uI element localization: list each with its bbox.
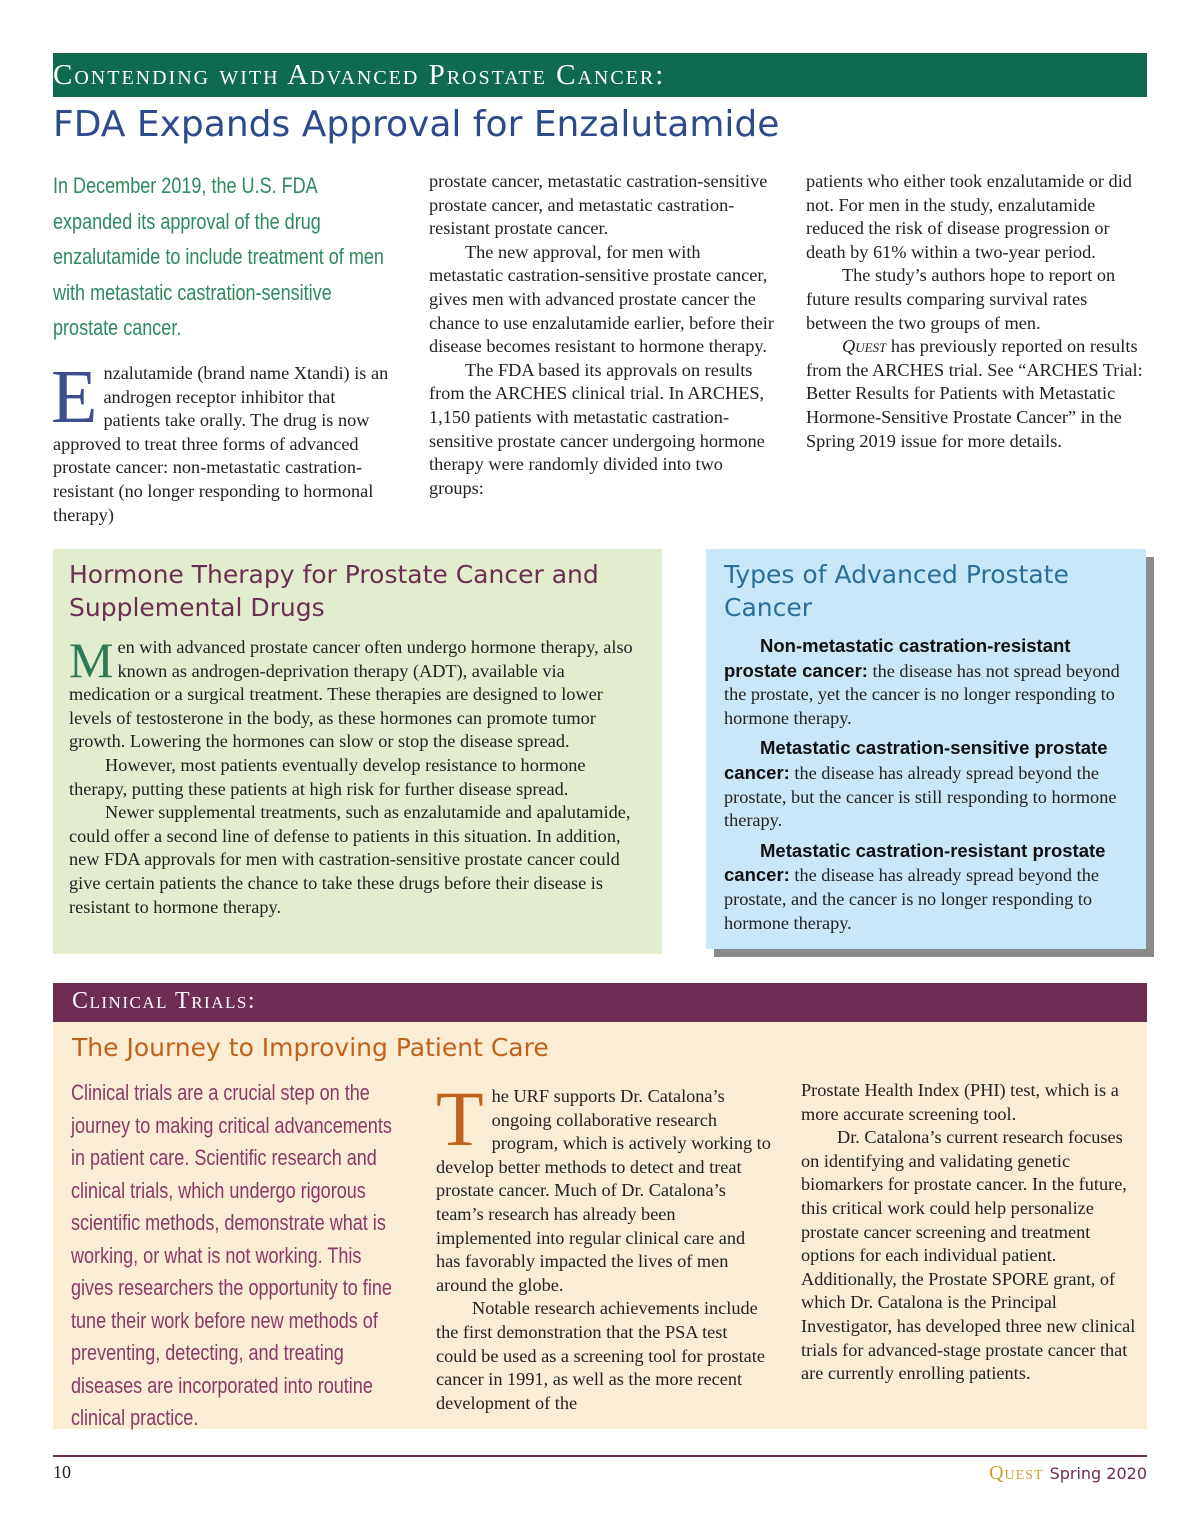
- types-box-body: [724, 634, 1134, 941]
- clinical-title: The Journey to Improving Patient Care: [72, 1033, 549, 1062]
- type-item: [724, 634, 1134, 730]
- clinical-column-3: [801, 1079, 1141, 1386]
- col3-paragraph-3-text: has previously reported on results from the ARCHES trial. See “ARCHES Trial: Better Results for Patients with Metastatic Hormone-Sensitive Prostate Cancer” in the Spring 2019 issue for more details.: [806, 336, 1143, 451]
- col3-paragraph-1: patients who either took enzalutamide or did not. For men in the study, enzalutamide reduced the risk of disease progression or death by 61% within a two-year period.: [806, 171, 1132, 262]
- type-description: the disease has already spread beyond the prostate, but the cancer is still responding to hormone therapy.: [724, 762, 1117, 831]
- types-box-title: Types of Advanced Prostate Cancer: [724, 560, 1069, 622]
- article-column-3: [806, 170, 1151, 453]
- quest-name: Quest: [842, 336, 887, 357]
- clinical-intro: Clinical trials are a crucial step on the journey to making critical advancements in patient care. Scientific research and clinical trials, which undergo rigorous scientific methods, demonstrate what is working, or what is not working. This gives researchers the opportunity to fine tune their work before new methods of preventing, detecting, and treating diseases are incorporated into routine clinical practice.: [71, 1080, 392, 1430]
- drop-cap: E: [51, 355, 98, 439]
- type-term: Metastatic castration-resistant prostate cancer:: [724, 839, 1106, 886]
- drop-cap: T: [436, 1075, 484, 1162]
- type-term: Metastatic castration-sensitive prostate cancer:: [724, 737, 1108, 783]
- col3-paragraph-2: The study’s authors hope to report on future results comparing survival rates between the two groups of men.: [806, 265, 1116, 333]
- section-kicker: Contending with Advanced Prostate Cancer:: [53, 59, 666, 91]
- clinical-column-2: [436, 1075, 771, 1415]
- clinical-trials-header-bar: [53, 983, 1147, 1022]
- type-item: [724, 736, 1134, 832]
- clinical-paragraph-4: Dr. Catalona’s current research focuses on identifying and validating genetic biomarkers for prostate cancer. In the future, this critical work could help personalize prostate cancer screening and treatment options for each individual patient. Additionally, the Prostate SPORE grant, of which Dr. Catalona is the Principal Investigator, has developed three new clinical trials for advanced-stage prostate cancer that are currently enrolling patients.: [801, 1127, 1136, 1384]
- issue-label: Spring 2020: [1049, 1464, 1147, 1483]
- publication-name: Quest: [989, 1462, 1044, 1484]
- footer-publication: [989, 1462, 1147, 1485]
- hormone-box-body: [69, 632, 647, 919]
- article-headline: FDA Expands Approval for Enzalutamide: [53, 104, 780, 145]
- hormone-paragraph-3: Newer supplemental treatments, such as enzalutamide and apalutamide, could offer a second line of defense to patients in this situation. In addition, new FDA approvals for men with castration-sensitive prostate cancer could give certain patients the chance to take these drugs before their disease is resistant to hormone therapy.: [69, 802, 631, 917]
- type-description: the disease has not spread beyond the prostate, yet the cancer is no longer responding to hormone therapy.: [724, 660, 1120, 728]
- col2-paragraph-2: The new approval, for men with metastatic castration-sensitive prostate cancer, gives men with advanced prostate cancer the chance to use enzalutamide earlier, before their disease becomes resistant to hormone therapy.: [429, 241, 774, 357]
- hormone-paragraph-1: en with advanced prostate cancer often undergo hormone therapy, also known as androgen-deprivation therapy (ADT), available via medication or a surgical treatment. These therapies are designed to lower levels of testosterone in the body, as these hormones can promote tumor growth. Lowering the hormones can slow or stop the disease spread.: [69, 637, 633, 752]
- article-column-2: [429, 170, 774, 500]
- section-header-bar: [53, 53, 1147, 97]
- col2-paragraph-3: The FDA based its approvals on results from the ARCHES clinical trial. In ARCHES, 1,150 patients with metastatic castration-sensitive prostate cancer undergoing hormone therapy were randomly divided into two groups:: [429, 359, 765, 498]
- clinical-kicker: Clinical Trials:: [72, 988, 257, 1014]
- type-term: Non-metastatic castration-resistant prostate cancer:: [724, 635, 1071, 681]
- hormone-box-title: Hormone Therapy for Prostate Cancer and Supplemental Drugs: [69, 560, 599, 622]
- clinical-paragraph-3: Prostate Health Index (PHI) test, which is a more accurate screening tool.: [801, 1080, 1119, 1124]
- page-number: 10: [53, 1462, 71, 1482]
- drop-cap: M: [69, 632, 114, 688]
- type-item: [724, 839, 1134, 935]
- type-description: the disease has already spread beyond the prostate, and the cancer is no longer responding to hormone therapy.: [724, 865, 1099, 933]
- clinical-paragraph-1: he URF supports Dr. Catalona’s ongoing collaborative research program, which is actively working to develop better methods to detect and treat prostate cancer. Much of Dr. Catalona’s team’s research has already been implemented into regular clinical care and has favorably impacted the lives of men around the globe.: [436, 1086, 771, 1295]
- hormone-paragraph-2: However, most patients eventually develop resistance to hormone therapy, putting these patients at high risk for further disease spread.: [69, 754, 586, 799]
- col3-paragraph-3: [806, 335, 1151, 453]
- col2-paragraph-1: prostate cancer, metastatic castration-sensitive prostate cancer, and metastatic castration-resistant prostate cancer.: [429, 171, 768, 239]
- article-column-1: [51, 355, 393, 527]
- article-intro: In December 2019, the U.S. FDA expanded its approval of the drug enzalutamide to include treatment of men with metastatic castration-sensitive prostate cancer.: [53, 173, 384, 340]
- clinical-paragraph-2: Notable research achievements include the first demonstration that the PSA test could be used as a screening tool for prostate cancer in 1991, as well as the more recent development of the: [436, 1298, 765, 1413]
- col1-paragraph: nzalutamide (brand name Xtandi) is an androgen receptor inhibitor that patients take orally. The drug is now approved to treat three forms of advanced prostate cancer: non-metastatic castration-resistant (no longer responding to hormonal therapy): [53, 363, 389, 525]
- footer-rule: [53, 1455, 1147, 1457]
